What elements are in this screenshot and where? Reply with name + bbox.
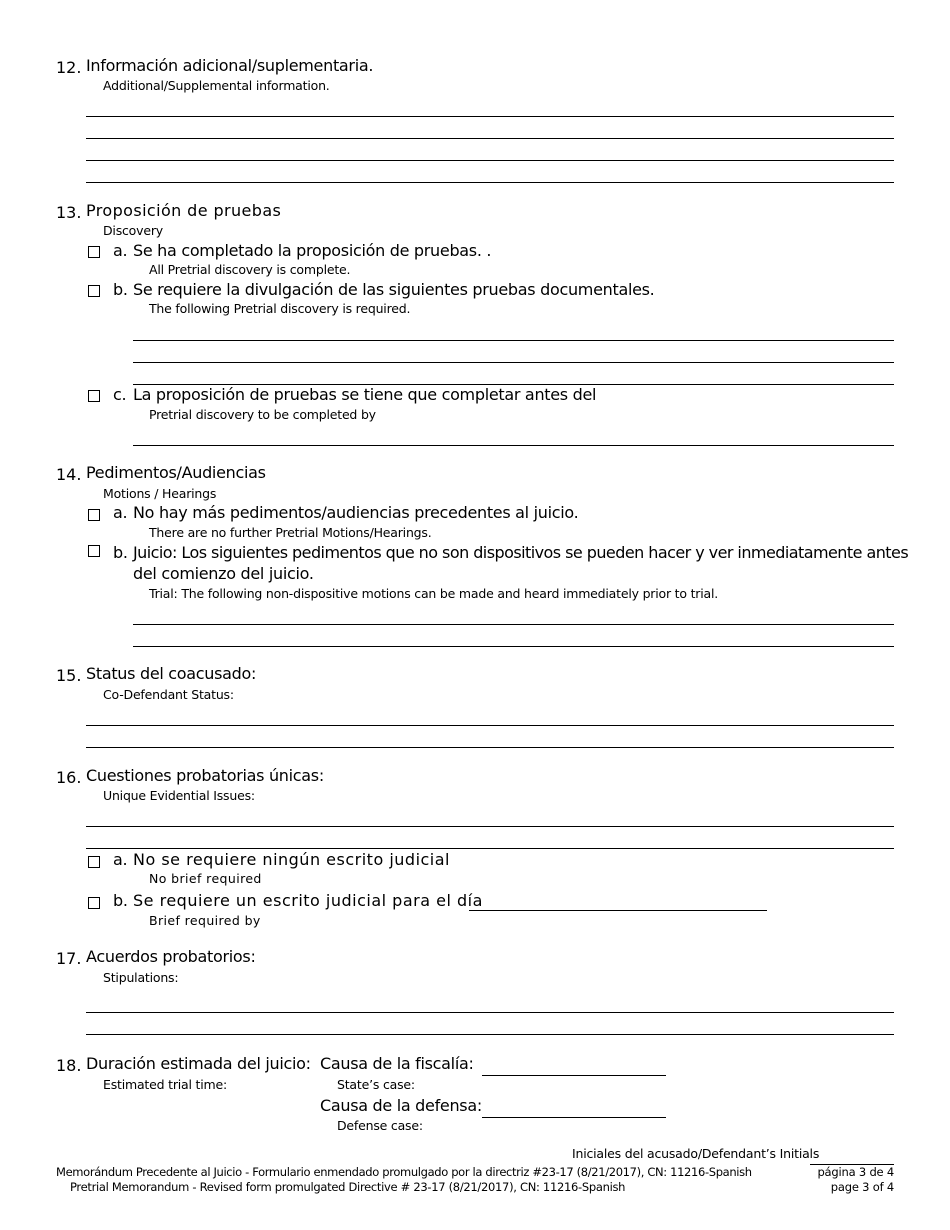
section-16-subtitle: Unique Evidential Issues:: [103, 788, 255, 803]
state-case-label: Causa de la fiscalía:: [320, 1054, 474, 1073]
section-13-title: Proposición de pruebas: [86, 201, 282, 220]
form-name-spanish: Memorándum Precedente al Juicio - Formulario enmendado promulgado por la directriz #23-17 (8/21/2017), CN: 11216-Spanish: [56, 1165, 752, 1179]
discovery-deadline-english: Pretrial discovery to be completed by: [149, 407, 376, 422]
brief-required-english: Brief required by: [149, 913, 261, 928]
section-15-title: Status del coacusado:: [86, 664, 257, 683]
section-16-title: Cuestiones probatorias únicas:: [86, 766, 324, 785]
section-17-subtitle: Stipulations:: [103, 970, 179, 985]
option-letter: a.: [113, 241, 128, 260]
discovery-complete-checkbox[interactable]: [88, 246, 100, 258]
section-18-subtitle: Estimated trial time:: [103, 1077, 227, 1092]
brief-required-checkbox[interactable]: [88, 897, 100, 909]
section-15-subtitle: Co-Defendant Status:: [103, 687, 234, 702]
discovery-required-checkbox[interactable]: [88, 285, 100, 297]
discovery-required-label: Se requiere la divulgación de las siguientes pruebas documentales.: [133, 280, 655, 299]
state-case-field[interactable]: [482, 1075, 666, 1076]
codefendant-status-line[interactable]: [86, 725, 894, 726]
no-motions-english: There are no further Pretrial Motions/Hearings.: [149, 525, 432, 540]
section-14-number: 14.: [56, 465, 82, 484]
section-12-title: Información adicional/suplementaria.: [86, 56, 374, 75]
discovery-required-line[interactable]: [133, 362, 894, 363]
stipulations-line[interactable]: [86, 1012, 894, 1013]
section-17-number: 17.: [56, 949, 82, 968]
discovery-deadline-line[interactable]: [133, 445, 894, 446]
option-letter: a.: [113, 503, 128, 522]
option-letter: b.: [113, 280, 128, 299]
section-13-number: 13.: [56, 203, 82, 222]
brief-required-label: Se requiere un escrito judicial para el día: [133, 891, 483, 910]
discovery-complete-label: Se ha completado la proposición de pruebas. .: [133, 241, 492, 260]
discovery-complete-english: All Pretrial discovery is complete.: [149, 262, 351, 277]
defense-case-english: Defense case:: [337, 1118, 423, 1133]
section-17-title: Acuerdos probatorios:: [86, 947, 256, 966]
evidential-issues-line[interactable]: [86, 826, 894, 827]
codefendant-status-line[interactable]: [86, 747, 894, 748]
section-12-number: 12.: [56, 58, 82, 77]
no-brief-english: No brief required: [149, 871, 262, 886]
stipulations-line[interactable]: [86, 1034, 894, 1035]
no-motions-checkbox[interactable]: [88, 509, 100, 521]
discovery-required-english: The following Pretrial discovery is required.: [149, 301, 411, 316]
trial-motions-line[interactable]: [133, 646, 894, 647]
section-12-answer-line[interactable]: [86, 138, 894, 139]
section-14-subtitle: Motions / Hearings: [103, 486, 217, 501]
section-18-number: 18.: [56, 1056, 82, 1075]
section-16-number: 16.: [56, 768, 82, 787]
section-12-answer-line[interactable]: [86, 160, 894, 161]
option-letter: a.: [113, 850, 128, 869]
section-12-answer-line[interactable]: [86, 116, 894, 117]
no-brief-label: No se requiere ningún escrito judicial: [133, 850, 450, 869]
form-name-english: Pretrial Memorandum - Revised form promulgated Directive # 23-17 (8/21/2017), CN: 11216-Spanish: [70, 1180, 626, 1194]
defense-case-field[interactable]: [482, 1117, 666, 1118]
evidential-issues-line[interactable]: [86, 848, 894, 849]
state-case-english: State’s case:: [337, 1077, 415, 1092]
trial-motions-english: Trial: The following non-dispositive motions can be made and heard immediately prior to trial.: [149, 586, 719, 601]
trial-motions-label: Juicio: Los siguientes pedimentos que no son dispositivos se pueden hacer y ver inmediatamente antes: [133, 543, 909, 562]
section-13-subtitle: Discovery: [103, 223, 163, 238]
section-12-subtitle: Additional/Supplemental information.: [103, 78, 330, 93]
defense-case-label: Causa de la defensa:: [320, 1096, 482, 1115]
discovery-deadline-label: La proposición de pruebas se tiene que completar antes del: [133, 385, 597, 404]
option-letter: c.: [113, 385, 127, 404]
page-number-english: page 3 of 4: [830, 1180, 894, 1194]
option-letter: b.: [113, 891, 128, 910]
no-motions-label: No hay más pedimentos/audiencias precedentes al juicio.: [133, 503, 579, 522]
page-number-spanish: página 3 de 4: [817, 1165, 894, 1179]
brief-date-field[interactable]: [469, 910, 767, 911]
option-letter: b.: [113, 543, 128, 562]
discovery-required-line[interactable]: [133, 340, 894, 341]
section-14-title: Pedimentos/Audiencias: [86, 463, 266, 482]
no-brief-checkbox[interactable]: [88, 856, 100, 868]
defendant-initials-label: Iniciales del acusado/Defendant’s Initials: [572, 1146, 820, 1161]
section-18-title: Duración estimada del juicio:: [86, 1054, 311, 1073]
section-15-number: 15.: [56, 666, 82, 685]
discovery-deadline-checkbox[interactable]: [88, 390, 100, 402]
trial-motions-line[interactable]: [133, 624, 894, 625]
section-12-answer-line[interactable]: [86, 182, 894, 183]
trial-motions-checkbox[interactable]: [88, 545, 100, 557]
trial-motions-label-cont: del comienzo del juicio.: [133, 564, 314, 583]
